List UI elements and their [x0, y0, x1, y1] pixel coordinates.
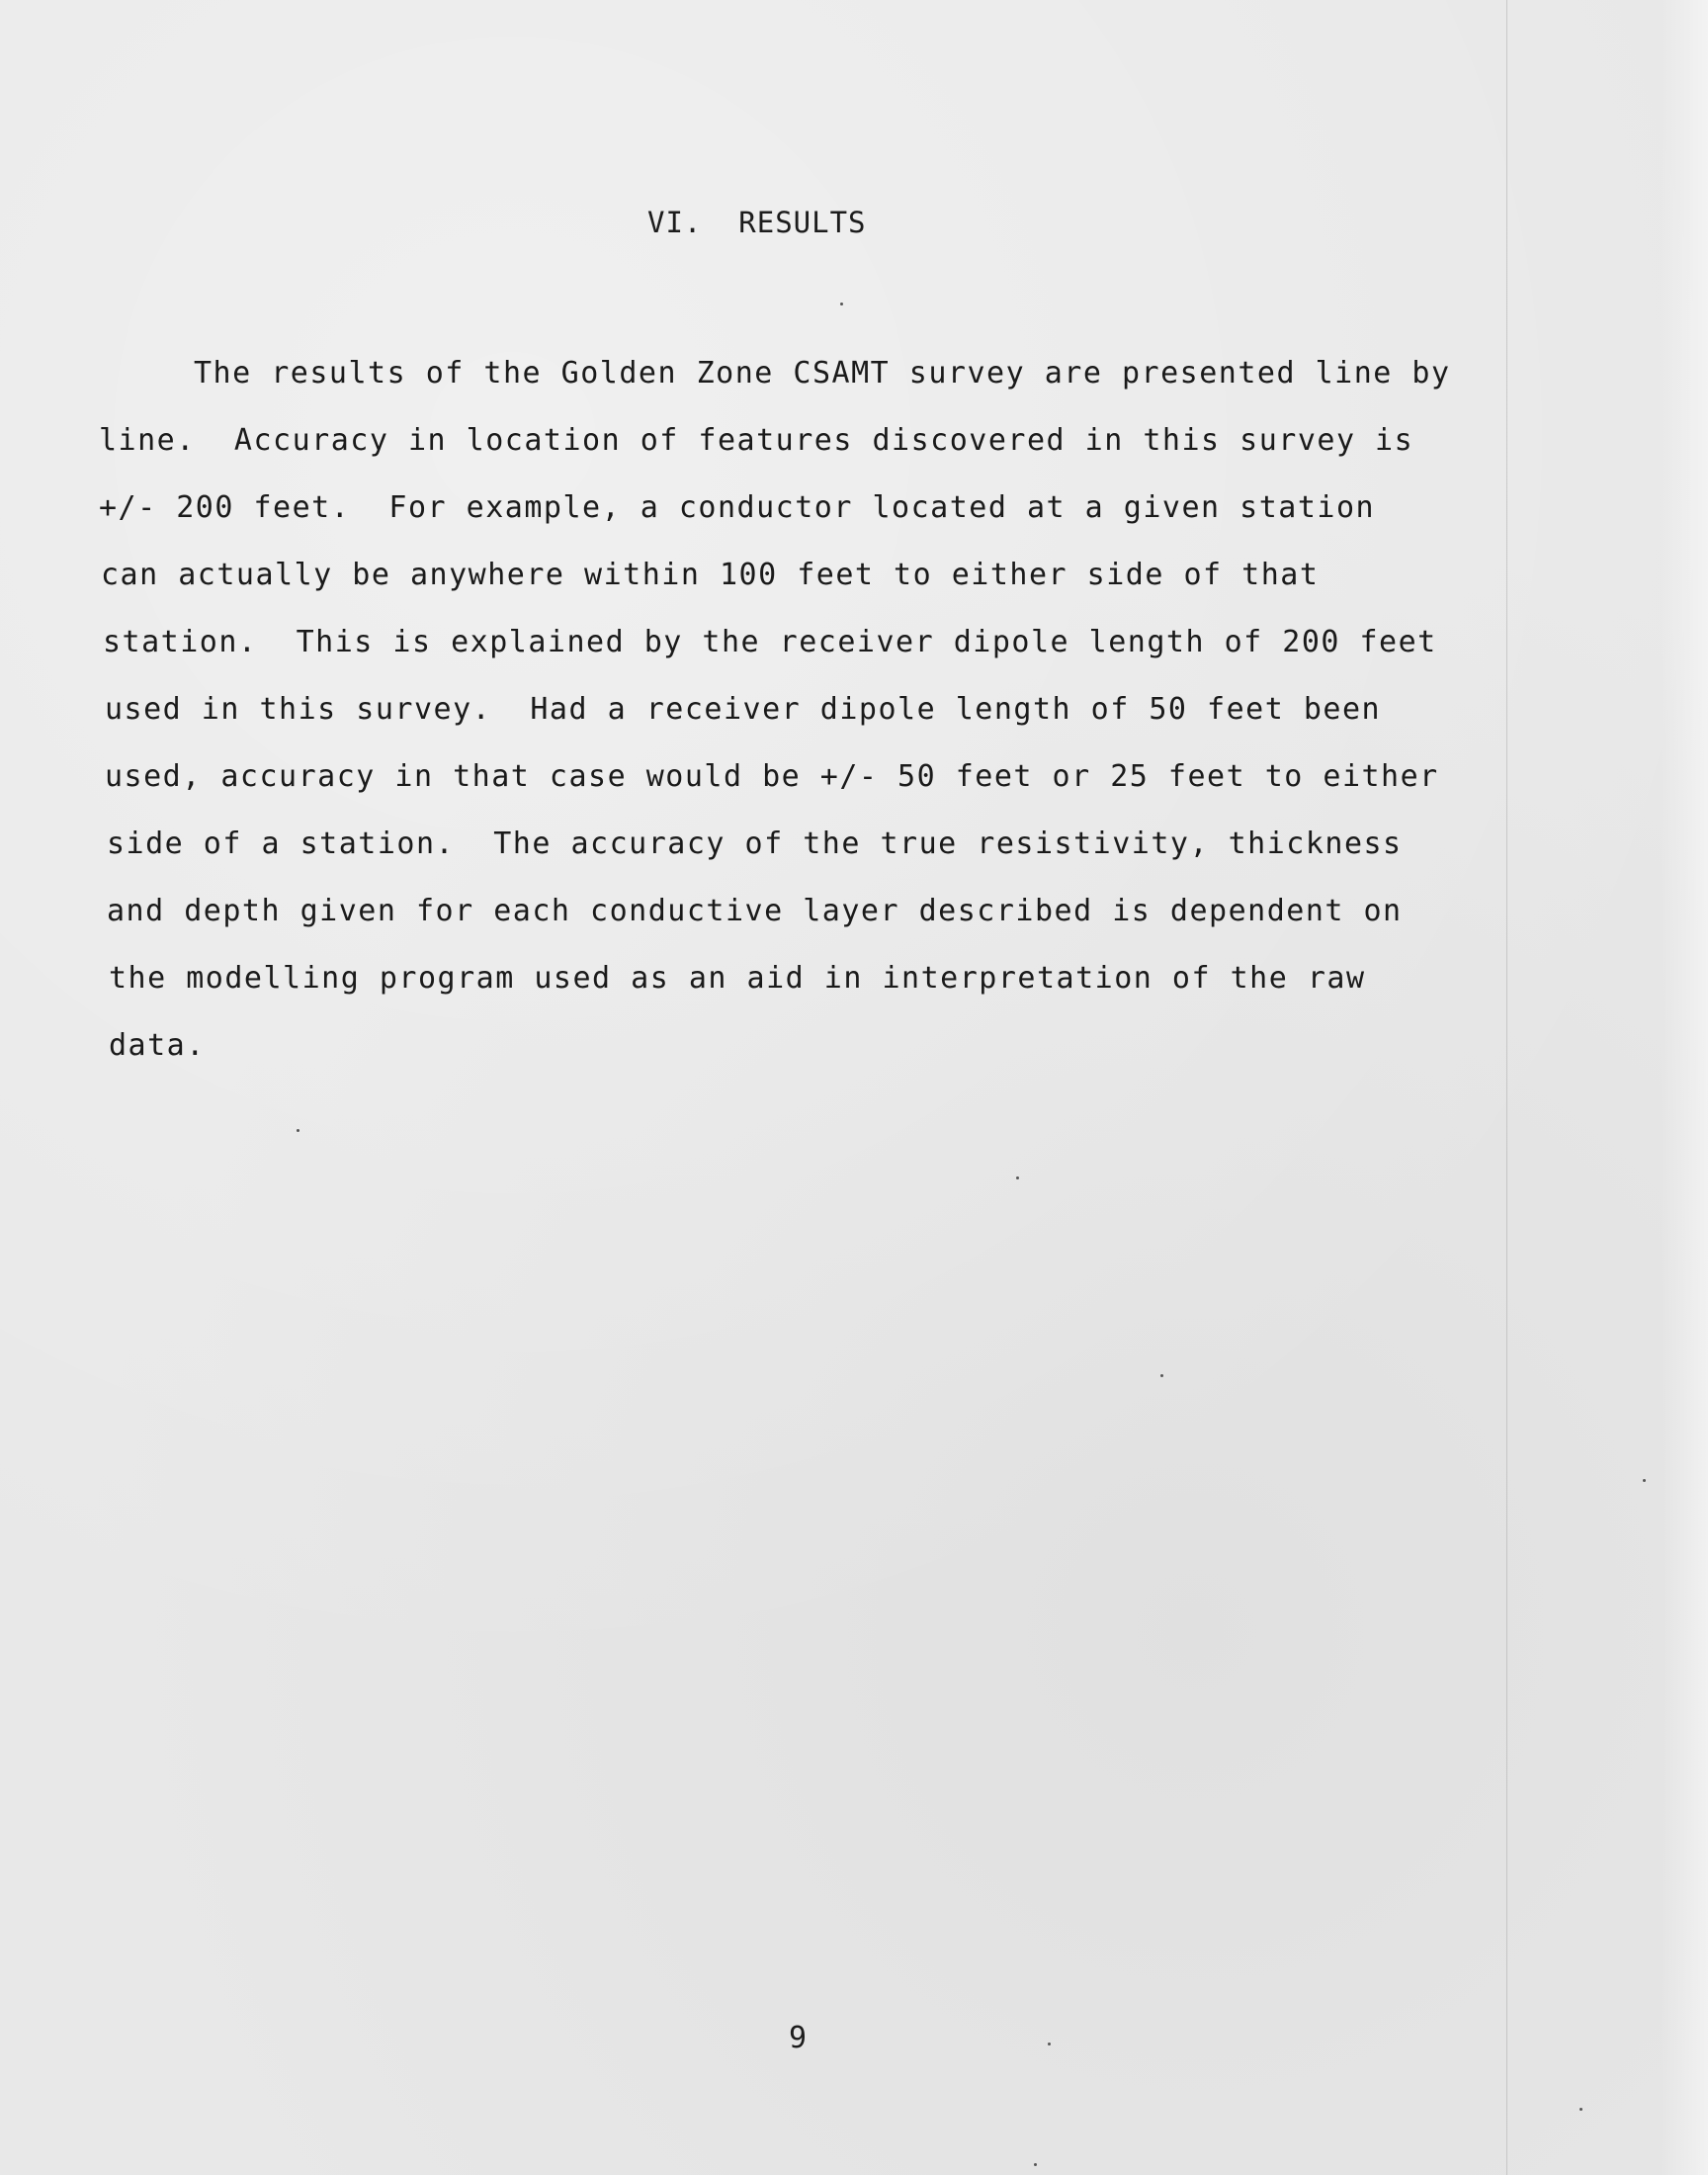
- paragraph-line: used in this survey. Had a receiver dipole length of 50 feet been: [105, 692, 1382, 727]
- paragraph-line: used, accuracy in that case would be +/- 50 feet or 25 feet to either: [105, 759, 1439, 794]
- page-margin: [1661, 0, 1708, 2175]
- paragraph-line: +/- 200 feet. For example, a conductor located at a given station: [99, 490, 1376, 525]
- page-fold-line: [1506, 0, 1507, 2175]
- scan-speck: [1160, 1374, 1163, 1377]
- paragraph-line: the modelling program used as an aid in interpretation of the raw: [109, 961, 1366, 996]
- paragraph-line: line. Accuracy in location of features discovered in this survey is: [99, 423, 1414, 458]
- scan-speck: [1580, 2108, 1582, 2111]
- section-heading: VI. RESULTS: [647, 206, 867, 239]
- paragraph-line: can actually be anywhere within 100 feet to either side of that: [101, 558, 1320, 592]
- page-number: 9: [789, 2021, 808, 2055]
- paragraph-line: and depth given for each conductive layer described is dependent on: [107, 894, 1403, 928]
- paragraph-line: side of a station. The accuracy of the true resistivity, thickness: [107, 826, 1403, 861]
- scan-speck: [1643, 1479, 1646, 1482]
- scan-speck: [1048, 2043, 1051, 2045]
- paragraph-line: station. This is explained by the receiver dipole length of 200 feet: [103, 625, 1437, 659]
- scan-speck: [1034, 2163, 1037, 2166]
- scan-speck: [297, 1129, 299, 1132]
- paragraph-line: data.: [109, 1028, 206, 1063]
- scan-speck: [840, 303, 843, 305]
- scan-speck: [1016, 1176, 1019, 1179]
- paragraph-line: The results of the Golden Zone CSAMT survey are presented line by: [194, 356, 1451, 391]
